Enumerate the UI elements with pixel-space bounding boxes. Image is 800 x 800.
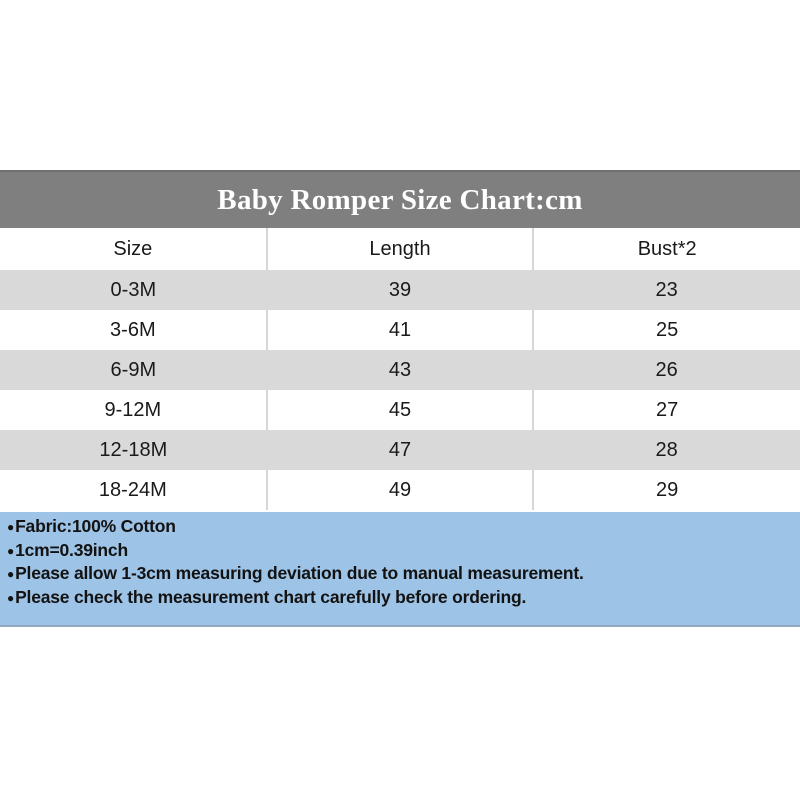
size-table (0, 228, 800, 510)
note-text: Please check the measurement chart carefully before ordering. (15, 586, 527, 607)
note-line-fabric (7, 515, 790, 539)
size-cell: 0-3M (110, 278, 157, 301)
size-cell: 3-6M (0, 310, 267, 350)
notes-box (0, 512, 800, 627)
size-cell: 18-24M (0, 470, 267, 510)
bullet-icon: ● (7, 543, 15, 558)
col-header-size: Size (0, 228, 267, 270)
note-text: 1cm=0.39inch (15, 539, 128, 560)
bullet-icon: ● (7, 567, 15, 581)
length-cell: 49 (267, 470, 534, 510)
length-cell: 43 (388, 358, 412, 381)
size-cell: 6-9M (110, 358, 157, 381)
table-row (0, 350, 800, 390)
size-cell: 12-18M (99, 438, 168, 461)
length-cell: 39 (388, 278, 412, 301)
page-title: Baby Romper Size Chart:cm (217, 183, 583, 216)
table-row (0, 430, 800, 470)
title-bar (0, 170, 800, 228)
table-row (0, 470, 800, 510)
note-text: Fabric:100% Cotton (15, 516, 176, 536)
bullet-icon: ● (7, 520, 15, 534)
note-line-conversion (7, 539, 790, 563)
table-header-row (0, 228, 800, 270)
col-header-bust: Bust*2 (637, 237, 697, 260)
note-line-deviation (7, 562, 790, 586)
col-header-length: Length (267, 228, 534, 270)
bust-cell: 29 (656, 478, 679, 501)
bullet-icon: ● (7, 590, 15, 605)
bust-cell: 23 (655, 278, 678, 301)
note-text: Please allow 1-3cm measuring deviation due to manual measurement. (15, 563, 584, 583)
table-row (0, 390, 800, 430)
bust-cell: 25 (656, 318, 679, 341)
note-line-check-chart (7, 586, 790, 610)
length-cell: 41 (267, 310, 534, 350)
bust-cell: 26 (655, 358, 678, 381)
length-cell: 47 (388, 438, 412, 461)
table-row (0, 310, 800, 350)
table-row (0, 270, 800, 310)
bust-cell: 27 (656, 398, 679, 421)
bust-cell: 28 (655, 438, 678, 461)
size-cell: 9-12M (0, 390, 267, 430)
length-cell: 45 (267, 390, 534, 430)
